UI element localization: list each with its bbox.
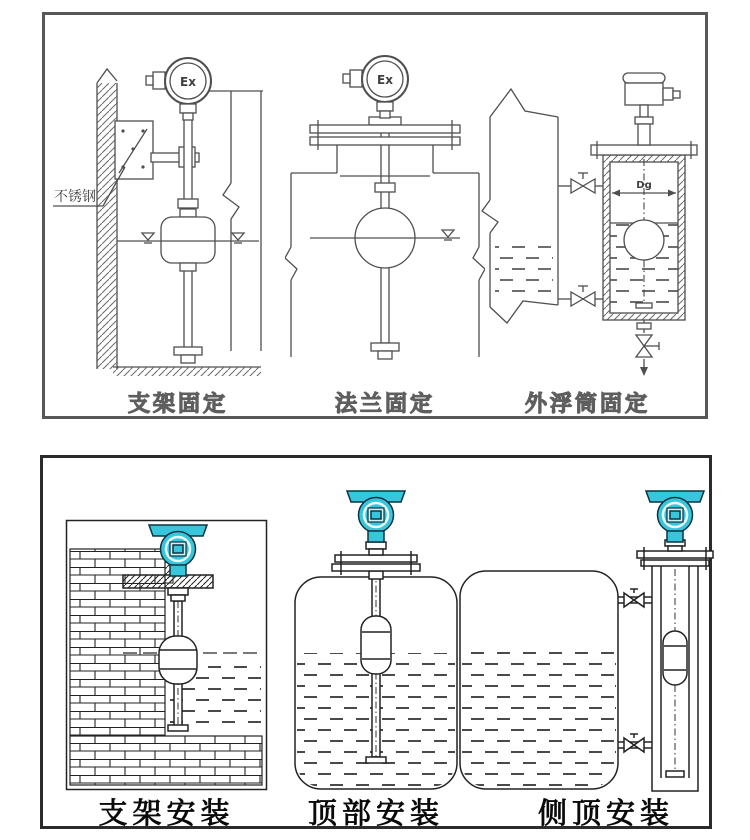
caption-side-top-install: 侧顶安装: [537, 796, 674, 830]
ex-transmitter-head: [146, 58, 211, 120]
liquid: [462, 651, 616, 787]
brick-base: [70, 736, 262, 785]
flange-fixing-figure: [285, 55, 485, 387]
float: [161, 209, 215, 271]
bracket-fixing-figure: [53, 55, 278, 387]
bracket-install-diagram: [65, 519, 268, 791]
side-top-install-diagram: [458, 483, 715, 793]
dg-label: Dg: [636, 180, 652, 191]
ex-transmitter-head: [343, 56, 408, 118]
bracket-fixing-diagram: [53, 55, 278, 387]
stainless-steel-label: 不锈钢: [54, 189, 96, 205]
bottom-valve: [558, 286, 603, 306]
caption-flange-fixing: 法兰固定: [334, 392, 435, 417]
ground: [113, 367, 261, 376]
chamber-fixing-diagram: [473, 55, 703, 387]
top-install-diagram: [291, 483, 461, 793]
stem-end-stop: [666, 771, 684, 777]
junction-box-head: [623, 73, 680, 145]
stem-end-stop: [366, 757, 386, 763]
transmitter-head: [347, 491, 405, 555]
bottom-pipe-valve: [618, 734, 652, 752]
side-top-install-figure: [458, 483, 715, 793]
stem-end-stop: [636, 303, 652, 308]
float: [663, 631, 687, 685]
transmitter-head: [646, 491, 704, 551]
ex-mark: Ex: [377, 73, 393, 87]
display-window: [173, 545, 183, 553]
stem-end-stop: [168, 725, 188, 731]
support-shelf: [123, 575, 213, 588]
top-panel: [42, 12, 708, 419]
top-valve: [558, 173, 603, 193]
drain-valve: [636, 320, 659, 376]
display-window: [670, 511, 680, 519]
float: [361, 616, 391, 674]
bracket-install-figure: [65, 519, 268, 791]
stem-end-stop: [371, 343, 399, 359]
tank: [460, 571, 618, 789]
caption-bracket-fixing: 支架固定: [127, 392, 228, 417]
flange-fixing-diagram: [285, 55, 485, 387]
wall: [97, 69, 117, 369]
caption-bracket-install: 支架安装: [98, 796, 235, 830]
top-pipe-valve: [618, 589, 652, 607]
flange: [310, 117, 460, 150]
bottom-panel: [40, 455, 712, 829]
caption-top-install: 顶部安装: [307, 796, 444, 830]
top-install-figure: [291, 483, 461, 793]
chamber-fixing-figure: [473, 55, 703, 387]
float: [624, 220, 664, 260]
float: [159, 636, 197, 684]
tank-walls: [482, 89, 558, 323]
stem-end-stop: [174, 347, 202, 363]
display-window: [371, 511, 381, 519]
ex-mark: Ex: [180, 75, 196, 89]
caption-chamber-fixing: 外浮筒固定: [524, 392, 650, 417]
